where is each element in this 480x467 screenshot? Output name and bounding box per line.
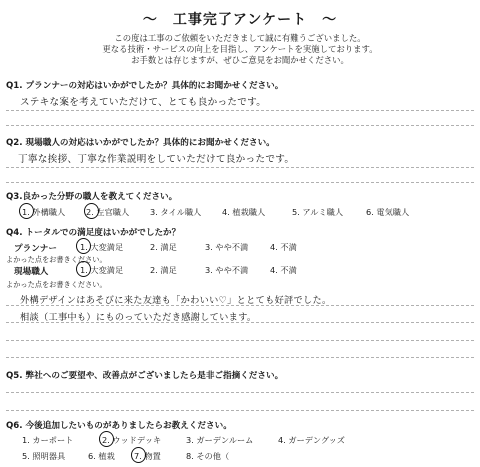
q4-answer-line-1: 外構デザインはあそびに来た友達も「かわいい♡」ととても好評でした。 bbox=[20, 295, 332, 306]
q4-worker-scale-2[interactable]: 2. 満足 bbox=[150, 265, 177, 275]
q6-option-5[interactable]: 5. 照明器具 bbox=[22, 451, 66, 461]
q6-option-1[interactable]: 1. カーポート bbox=[22, 435, 74, 445]
q4-worker-circle-mark bbox=[76, 261, 91, 277]
q1-answer-line-2 bbox=[6, 125, 474, 126]
q6-option-3[interactable]: 3. ガーデンルーム bbox=[186, 435, 254, 445]
q4-answer-line-2: 相談（工事中も）にものっていただき感謝しています。 bbox=[20, 312, 257, 323]
q1-answer: ステキな案を考えていただけて、とても良かったです。 bbox=[20, 97, 267, 108]
q4-question: Q4. トータルでの満足度はいかがでしたか？ bbox=[6, 228, 181, 238]
q4-answer-rule-2 bbox=[6, 322, 474, 323]
q6-question: Q6. 今後追加したいものがありましたらお教えください。 bbox=[6, 421, 232, 431]
q3-question: Q3.良かった分野の職人を教えてください。 bbox=[6, 192, 178, 202]
q4-answer-rule-1 bbox=[6, 305, 474, 306]
q2-answer: 丁寧な挨拶、丁寧な作業説明をしていただけて良かったです。 bbox=[18, 154, 295, 165]
q4-planner-label: プランナー bbox=[14, 244, 57, 254]
q6-option-8[interactable]: 8. その他（ bbox=[186, 451, 230, 461]
survey-title: ～ 工事完了アンケート ～ bbox=[142, 12, 338, 28]
intro-line-2: 更なる技術・サービスの向上を目指し、アンケートを実施しております。 bbox=[102, 44, 378, 54]
intro-line-1: この度は工事のご依頼をいただきまして誠に有難うございました。 bbox=[114, 33, 366, 43]
q6-option-6[interactable]: 6. 植栽 bbox=[88, 451, 115, 461]
q6-option-7[interactable]: 7. 物置 bbox=[134, 451, 161, 461]
q4-worker-scale-1[interactable]: 1. 大変満足 bbox=[80, 265, 124, 275]
q5-question: Q5. 弊社へのご要望や、改善点がございましたら是非ご指摘ください。 bbox=[6, 371, 284, 381]
q6-option-4[interactable]: 4. ガーデングッズ bbox=[278, 435, 345, 445]
q3-option-4[interactable]: 4. 植栽職人 bbox=[222, 207, 266, 217]
q4-answer-rule-4 bbox=[6, 357, 474, 358]
q4-planner-scale-3[interactable]: 3. やや不満 bbox=[205, 242, 249, 252]
q4-worker-label: 現場職人 bbox=[14, 267, 49, 277]
q5-answer-rule-2 bbox=[6, 410, 474, 411]
q6-option-2-circle-mark bbox=[99, 431, 114, 447]
q4-worker-scale-3[interactable]: 3. やや不満 bbox=[205, 265, 249, 275]
q4-reason-prompt-1: よかった点をお書きください。 bbox=[6, 255, 107, 264]
q3-option-2-circle-mark bbox=[84, 203, 99, 219]
q4-planner-circle-mark bbox=[76, 238, 91, 254]
q2-answer-line-2 bbox=[6, 182, 474, 183]
q3-option-3[interactable]: 3. タイル職人 bbox=[150, 207, 202, 217]
q6-option-7-circle-mark bbox=[131, 447, 146, 463]
q1-question: Q1. プランナーの対応はいかがでしたか？具体的にお聞かせください。 bbox=[6, 81, 284, 91]
q2-question: Q2. 現場職人の対応はいかがでしたか？具体的にお聞かせください。 bbox=[6, 138, 275, 148]
q4-answer-rule-3 bbox=[6, 340, 474, 341]
q3-option-1[interactable]: 1. 外構職人 bbox=[22, 207, 66, 217]
q4-planner-scale-1[interactable]: 1. 大変満足 bbox=[80, 242, 124, 252]
q3-option-6[interactable]: 6. 電気職人 bbox=[366, 207, 410, 217]
q3-option-2[interactable]: 2. 左官職人 bbox=[86, 207, 130, 217]
q4-planner-scale-4[interactable]: 4. 不満 bbox=[270, 242, 297, 252]
q4-worker-scale-4[interactable]: 4. 不満 bbox=[270, 265, 297, 275]
q1-answer-line-1 bbox=[6, 110, 474, 111]
q6-option-2[interactable]: 2. ウッドデッキ bbox=[102, 435, 162, 445]
intro-line-3: お手数とは存じますが、ぜひご意見をお聞かせください。 bbox=[131, 55, 349, 65]
q4-planner-scale-2[interactable]: 2. 満足 bbox=[150, 242, 177, 252]
q3-option-1-circle-mark bbox=[19, 203, 34, 219]
q5-answer-rule-1 bbox=[6, 392, 474, 393]
q3-option-5[interactable]: 5. アルミ職人 bbox=[292, 207, 344, 217]
q4-reason-prompt-2: よかった点をお書きください。 bbox=[6, 280, 107, 289]
q2-answer-line-1 bbox=[6, 167, 474, 168]
